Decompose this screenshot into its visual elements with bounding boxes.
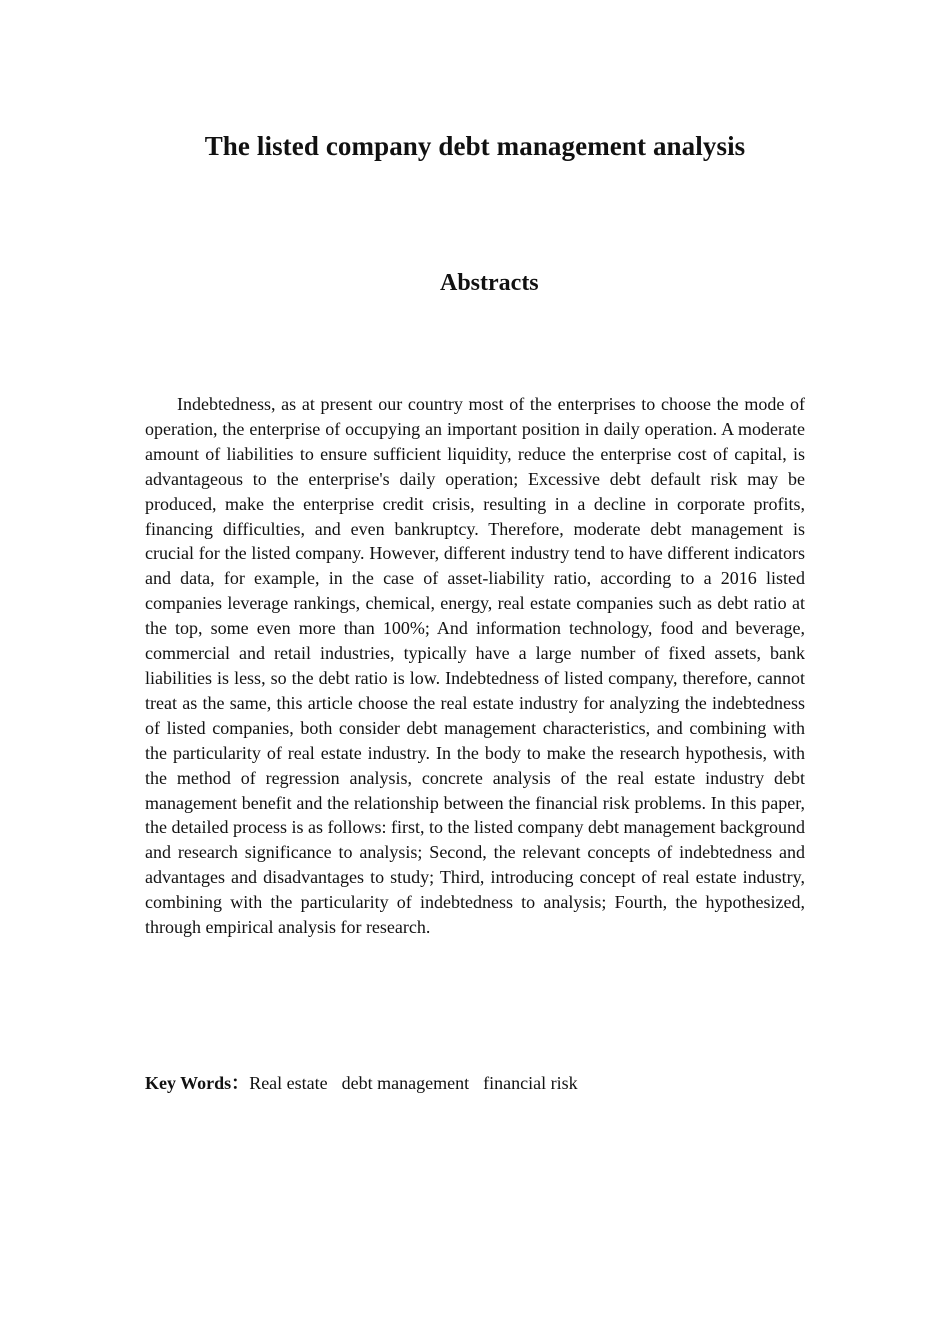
keyword-item: Real estate bbox=[249, 1073, 328, 1093]
paper-title: The listed company debt management analysis bbox=[204, 131, 746, 161]
abstract-heading: Abstracts bbox=[440, 270, 539, 296]
keyword-item: financial risk bbox=[483, 1073, 578, 1093]
keywords-label: Key Words： bbox=[145, 1073, 250, 1093]
keywords-line bbox=[145, 1069, 592, 1095]
keyword-item: debt management bbox=[341, 1073, 470, 1093]
abstract-body: Indebtedness, as at present our country most of the enterprises to choose the mode of operation, the enterprise of occupying an important position in daily operation. A moderate amount of liabilities to ensure sufficient liquidity, reduce the enterprise cost of capital, is advantageous to the enterprise's daily operation; Excessive debt default risk may be produced, make the enterprise credit crisis, resulting in a decline in corporate profits, financing difficulties, and even bankruptcy. Therefore, moderate debt management is crucial for the listed company. However, different industry tend to have different indicators and data, for example, in the case of asset-liability ratio, according to a 2016 listed companies leverage rankings, chemical, energy, real estate companies such as debt ratio at the top, some even more than 100%; And information technology, food and beverage, commercial and retail industries, typically have a large number of fixed assets, bank liabilities is less, so the debt ratio is low. Indebtedness of listed company, therefore, cannot treat as the same, this article choose the real estate industry for analyzing the indebtedness of listed companies, both consider debt management characteristics, and combining with the particularity of real estate industry. In the body to make the research hypothesis, with the method of regression analysis, concrete analysis of the real estate industry debt management benefit and the relationship between the financial risk problems. In this paper, the detailed process is as follows: first, to the listed company debt management background and research significance to analysis; Second, the relevant concepts of indebtedness and advantages and disadvantages to study; Third, introducing concept of real estate industry, combining with the particularity of indebtedness to analysis; Fourth, the hypothesized, through empirical analysis for research. bbox=[145, 394, 805, 938]
